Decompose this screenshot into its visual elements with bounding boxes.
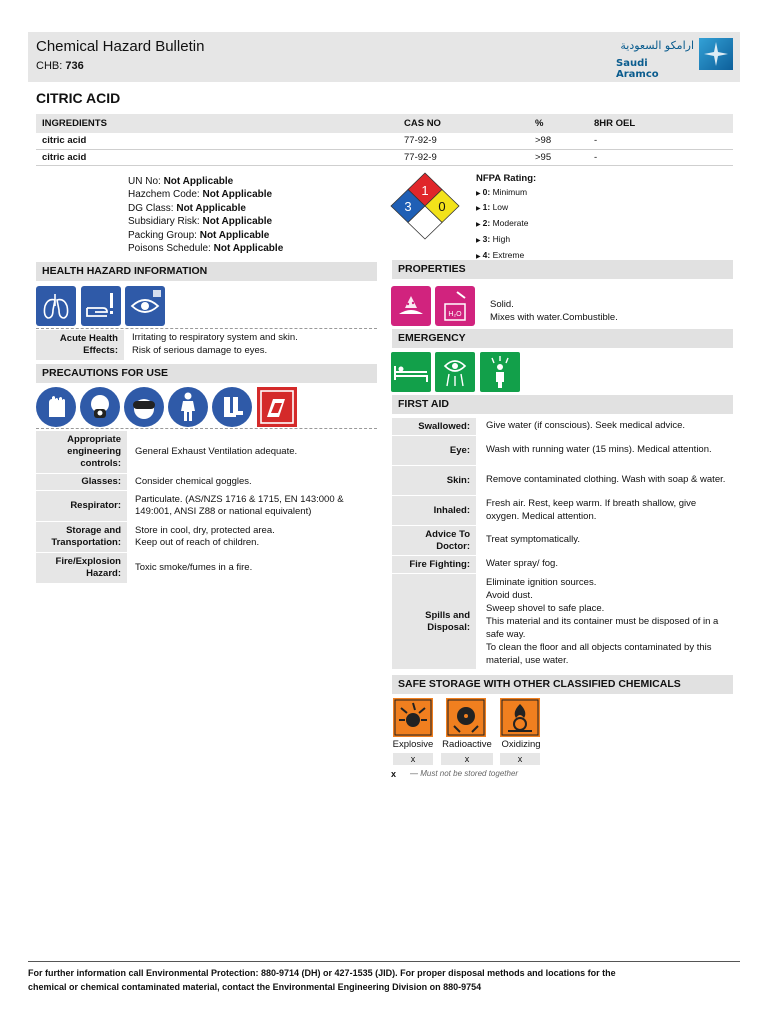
radioactive-mark: x (441, 753, 493, 765)
saudi-aramco-logo (616, 35, 736, 79)
divider (36, 328, 377, 329)
legend-text: Low (492, 202, 509, 213)
storage-legend-text: — Must not be stored together (410, 769, 519, 778)
radioactive-icon (446, 698, 486, 737)
legend-num: 4: (482, 249, 491, 260)
nfpa-diamond-icon (390, 172, 460, 240)
respirator-label: Respirator: (36, 491, 127, 521)
un-label: UN No: (128, 176, 161, 187)
hazchem-label: Hazchem Code: (128, 189, 200, 201)
acute-label: Acute Health Effects: (36, 330, 124, 360)
glasses-label: Glasses: (36, 474, 127, 490)
dg-label: DG Class: (128, 202, 174, 214)
dg-value: Not Applicable (176, 202, 246, 214)
packing-label: Packing Group: (128, 229, 197, 241)
footer-line: For further information call Environmental Protection: 880-9714 (DH) or 427-1535 (JID). For proper disposal methods and locations for the (28, 968, 616, 978)
spills-disposal-label: Spills and Disposal: (392, 574, 476, 669)
first-aid-header: FIRST AID (392, 395, 733, 414)
engineering-controls-label: Appropriate engineering controls: (36, 431, 127, 473)
col-percent: % (529, 114, 588, 133)
emergency-header: EMERGENCY (392, 329, 733, 348)
svg-text:H₂O: H₂O (448, 311, 462, 318)
percentage: >95 (529, 149, 588, 165)
bulletin-title: Chemical Hazard Bulletin (36, 38, 205, 55)
arrow-right-icon: ▶ (476, 253, 481, 260)
ingredients-table (36, 114, 733, 166)
spills-disposal-value: Eliminate ignition sources. Avoid dust. Sweep shovel to safe place. This material and its container must be disposed of in a safe way. To clean the floor and all objects contaminated by this material, use water. (486, 577, 719, 666)
oxidizing-icon (500, 698, 540, 737)
swallowed-label: Swallowed: (392, 418, 476, 435)
respirator-value: Particulate. (AS/NZS 1716 & 1715, EN 143:000 & 149:001, ANSI Z88 or national equivalent) (135, 493, 344, 517)
nfpa-legend-item (476, 201, 536, 217)
col-cas-no: CAS NO (398, 114, 529, 133)
oel-value: - (588, 149, 733, 165)
aramco-star-icon (699, 38, 733, 70)
ingredient-name: citric acid (36, 133, 398, 149)
nfpa-legend-item (476, 233, 536, 249)
fire-fighting-value: Water spray/ fog. (486, 558, 558, 570)
cas-number: 77-92-9 (398, 133, 529, 149)
packing-value: Not Applicable (199, 229, 270, 241)
ingredient-name: citric acid (36, 149, 398, 165)
gloves-icon (36, 387, 76, 427)
legend-num: 2: (482, 218, 491, 229)
precautions-list (36, 431, 377, 586)
footer-note (28, 961, 740, 994)
storage-legend-mark: x (391, 769, 397, 779)
acute-value (132, 330, 298, 360)
safety-shower-icon (480, 352, 520, 392)
respirator-mask-icon (80, 387, 120, 427)
properties-header: PROPERTIES (392, 260, 733, 279)
packing-group (128, 229, 283, 242)
legend-text: Moderate (492, 218, 529, 229)
eye-value: Wash with running water (15 mins). Medical attention. (486, 444, 712, 456)
explosive-icon (393, 698, 433, 737)
health-hazard-header: HEALTH HAZARD INFORMATION (36, 262, 377, 281)
legend-text: Extreme (492, 249, 525, 260)
safe-storage-header: SAFE STORAGE WITH OTHER CLASSIFIED CHEMICALS (392, 675, 733, 694)
legend-num: 1: (482, 202, 491, 213)
nfpa-legend-item (476, 186, 536, 202)
arrow-right-icon: ▶ (476, 206, 481, 213)
ingredients-header-row (36, 114, 733, 133)
arrow-right-icon: ▶ (476, 222, 481, 229)
rest-bed-icon (391, 352, 431, 392)
chb-value: 736 (65, 60, 84, 72)
swallowed-value: Give water (if conscious). Seek medical advice. (486, 420, 686, 432)
fire-fighting-label: Fire Fighting: (392, 556, 476, 573)
chb-number (36, 60, 84, 72)
table-row (36, 149, 733, 165)
poisons-label: Poisons Schedule: (128, 243, 211, 255)
skin-hazard-icon (81, 286, 121, 326)
nfpa-legend (476, 172, 536, 264)
hazchem-value: Not Applicable (202, 189, 273, 201)
nfpa-legend-item (476, 217, 536, 233)
cas-number: 77-92-9 (398, 149, 529, 165)
property-reactivity: Mixes with water.Combustible. (490, 312, 618, 323)
skin-label: Skin: (392, 466, 476, 495)
col-oel: 8HR OEL (588, 114, 733, 133)
inhaled-value: Fresh air. Rest, keep warm. If breath shallow, give oxygen. Medical attention. (486, 498, 697, 522)
legend-num: 3: (482, 233, 491, 244)
advice-doctor-value: Treat symptomatically. (486, 534, 580, 546)
legend-num: 0: (482, 186, 491, 197)
first-aid-list (392, 418, 733, 670)
regulatory-info (128, 175, 283, 255)
glasses-value: Consider chemical goggles. (135, 475, 252, 487)
nfpa-flammability-value: 1 (421, 183, 429, 198)
engineering-controls-value: General Exhaust Ventilation adequate. (135, 445, 298, 457)
solid-icon (391, 286, 431, 326)
oxidizing-mark: x (500, 753, 540, 765)
acute-line: Irritating to respiratory system and skin. (132, 332, 298, 343)
table-row (36, 133, 733, 149)
inhaled-label: Inhaled: (392, 496, 476, 525)
properties-text (490, 298, 730, 324)
acute-health-effects (36, 330, 377, 360)
logo-english-text: Saudi Aramco (616, 58, 659, 80)
goggles-icon (124, 387, 164, 427)
subsidiary-value: Not Applicable (202, 216, 273, 228)
precautions-header: PRECAUTIONS FOR USE (36, 364, 377, 383)
advice-doctor-label: Advice To Doctor: (392, 526, 476, 555)
fire-extinguisher-icon (257, 387, 297, 427)
skin-value: Remove contaminated clothing. Wash with soap & water. (486, 474, 726, 486)
storage-label: Storage and Transportation: (36, 522, 127, 552)
nfpa-health-value: 3 (404, 199, 412, 214)
explosive-label: Explosive (392, 739, 434, 750)
percentage: >98 (529, 133, 588, 149)
subsidiary-risk (128, 215, 283, 228)
fire-explosion-value: Toxic smoke/fumes in a fire. (135, 561, 253, 573)
boots-icon (212, 387, 252, 427)
explosive-mark: x (393, 753, 433, 765)
legend-text: High (492, 233, 511, 244)
chb-label: CHB: (36, 60, 63, 72)
product-name: CITRIC ACID (36, 90, 121, 106)
storage-value: Store in cool, dry, protected area. Keep out of reach of children. (135, 524, 275, 548)
legend-text: Minimum (492, 186, 528, 197)
protective-suit-icon (168, 387, 208, 427)
dg-class (128, 202, 283, 215)
subsidiary-label: Subsidiary Risk: (128, 216, 200, 228)
nfpa-reactivity-value: 0 (438, 199, 446, 214)
footer-line: chemical or chemical contaminated material, contact the Environmental Engineering Division on 880-9754 (28, 981, 482, 992)
eye-label: Eye: (392, 436, 476, 465)
water-reactive-icon (435, 286, 475, 326)
oel-value: - (588, 133, 733, 149)
property-state: Solid. (490, 299, 514, 310)
col-ingredients: INGREDIENTS (36, 114, 398, 133)
eye-wash-icon (435, 352, 475, 392)
hazchem-code (128, 188, 283, 201)
acute-line: Risk of serious damage to eyes. (132, 344, 268, 356)
nfpa-title: NFPA Rating: (476, 173, 537, 184)
poisons-schedule (128, 242, 283, 255)
arrow-right-icon: ▶ (476, 190, 481, 197)
fire-explosion-label: Fire/Explosion Hazard: (36, 553, 127, 583)
oxidizing-label: Oxidizing (501, 739, 541, 750)
lungs-hazard-icon (36, 286, 76, 326)
arrow-right-icon: ▶ (476, 237, 481, 244)
un-number (128, 175, 283, 188)
un-value: Not Applicable (163, 176, 234, 187)
radioactive-label: Radioactive (442, 739, 492, 750)
divider (36, 428, 377, 429)
eye-hazard-icon (125, 286, 165, 326)
poisons-value: Not Applicable (213, 243, 284, 255)
logo-arabic-text: ارامكو السعودية (620, 39, 694, 52)
bulletin-header (28, 32, 740, 82)
